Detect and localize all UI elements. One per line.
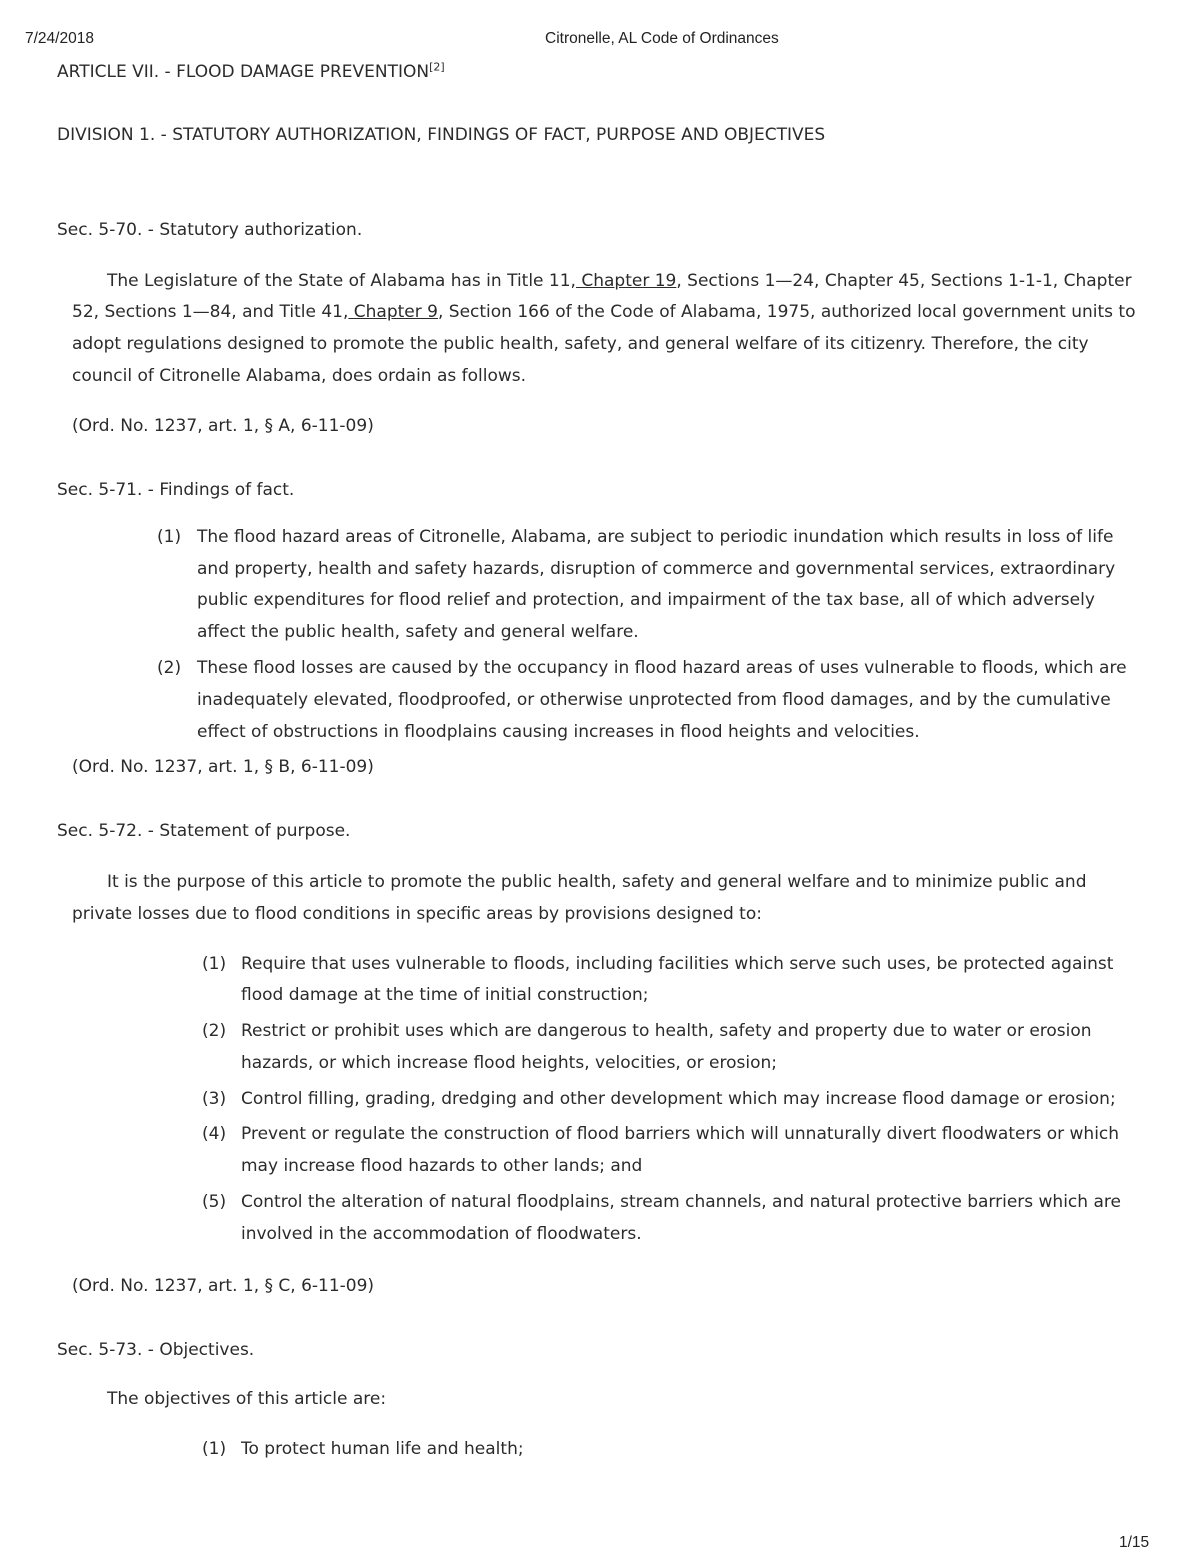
paragraph-line: It is the purpose of this article to promote the public health, safety and general welfare and to minimize public and [107,872,1087,892]
list-item-line: and property, health and safety hazards, disruption of commerce and governmental services, extraordinary [197,559,1116,579]
section-heading-5-70: Sec. 5-70. - Statutory authorization. [57,220,363,240]
list-item-line: Require that uses vulnerable to floods, including facilities which serve such uses, be protected against [241,954,1114,974]
print-date: 7/24/2018 [25,30,94,47]
paragraph-line [72,302,1135,322]
list-item-line: Prevent or regulate the construction of flood barriers which will unnaturally divert floodwaters or which [241,1124,1120,1144]
list-item-number: (1) [157,527,182,547]
paragraph-line [107,271,1132,291]
list-item-line: involved in the accommodation of floodwaters. [241,1224,642,1244]
list-item-line: The flood hazard areas of Citronelle, Alabama, are subject to periodic inundation which results in loss of life [197,527,1114,547]
footnote-link[interactable]: [2] [429,60,445,74]
list-item-number: (2) [157,658,182,678]
list-item-number: (1) [202,954,227,974]
section-heading-5-73: Sec. 5-73. - Objectives. [57,1340,255,1360]
section-heading-5-72: Sec. 5-72. - Statement of purpose. [57,821,351,841]
list-item-line: Control the alteration of natural floodplains, stream channels, and natural protective barriers which are [241,1192,1121,1212]
list-item-line: hazards, or which increase flood heights, velocities, or erosion; [241,1053,777,1073]
paragraph-line: council of Citronelle Alabama, does ordain as follows. [72,366,527,386]
list-item-line: public expenditures for flood relief and protection, and impairment of the tax base, all of which adversely [197,590,1095,610]
list-item-line: To protect human life and health; [241,1439,524,1459]
division-title: DIVISION 1. - STATUTORY AUTHORIZATION, FINDINGS OF FACT, PURPOSE AND OBJECTIVES [57,125,826,145]
list-item-number: (4) [202,1124,227,1144]
chapter-19-link[interactable]: Chapter 19 [575,271,677,291]
list-item-line: may increase flood hazards to other lands; and [241,1156,643,1176]
list-item-line: affect the public health, safety and general welfare. [197,622,639,642]
text-run: The Legislature of the State of Alabama has in Title 11, [107,271,576,291]
document-source-title: Citronelle, AL Code of Ordinances [545,30,779,47]
list-item-number: (5) [202,1192,227,1212]
list-item-number: (2) [202,1021,227,1041]
text-run: , Sections 1—24, Chapter 45, Sections 1-1-1, Chapter [676,271,1132,291]
list-item-line: Restrict or prohibit uses which are dangerous to health, safety and property due to water or erosion [241,1021,1092,1041]
text-run: , Section 166 of the Code of Alabama, 1975, authorized local government units to [437,302,1136,322]
list-item-line: These flood losses are caused by the occupancy in flood hazard areas of uses vulnerable to floods, which are [197,658,1127,678]
paragraph-line: The objectives of this article are: [107,1389,387,1409]
list-item-number: (3) [202,1089,227,1109]
paragraph-line: private losses due to flood conditions in specific areas by provisions designed to: [72,904,762,924]
page-number: 1/15 [1119,1534,1150,1551]
history-note: (Ord. No. 1237, art. 1, § C, 6-11-09) [72,1276,375,1296]
section-heading-5-71: Sec. 5-71. - Findings of fact. [57,480,295,500]
list-item-line: inadequately elevated, floodproofed, or otherwise unprotected from flood damages, and by the cumulative [197,690,1111,710]
paragraph-line: adopt regulations designed to promote the public health, safety, and general welfare of its citizenry. Therefore, the city [72,334,1089,354]
list-item-line: effect of obstructions in floodplains causing increases in flood heights and velocities. [197,722,920,742]
chapter-9-link[interactable]: Chapter 9 [348,302,438,322]
history-note: (Ord. No. 1237, art. 1, § A, 6-11-09) [72,416,374,436]
list-item-number: (1) [202,1439,227,1459]
text-run: 52, Sections 1—84, and Title 41, [72,302,349,322]
list-item-line: Control filling, grading, dredging and other development which may increase flood damage or erosion; [241,1089,1116,1109]
article-title-text: ARTICLE VII. - FLOOD DAMAGE PREVENTION [57,62,430,82]
history-note: (Ord. No. 1237, art. 1, § B, 6-11-09) [72,757,374,777]
article-title [57,62,445,82]
list-item-line: flood damage at the time of initial construction; [241,985,649,1005]
